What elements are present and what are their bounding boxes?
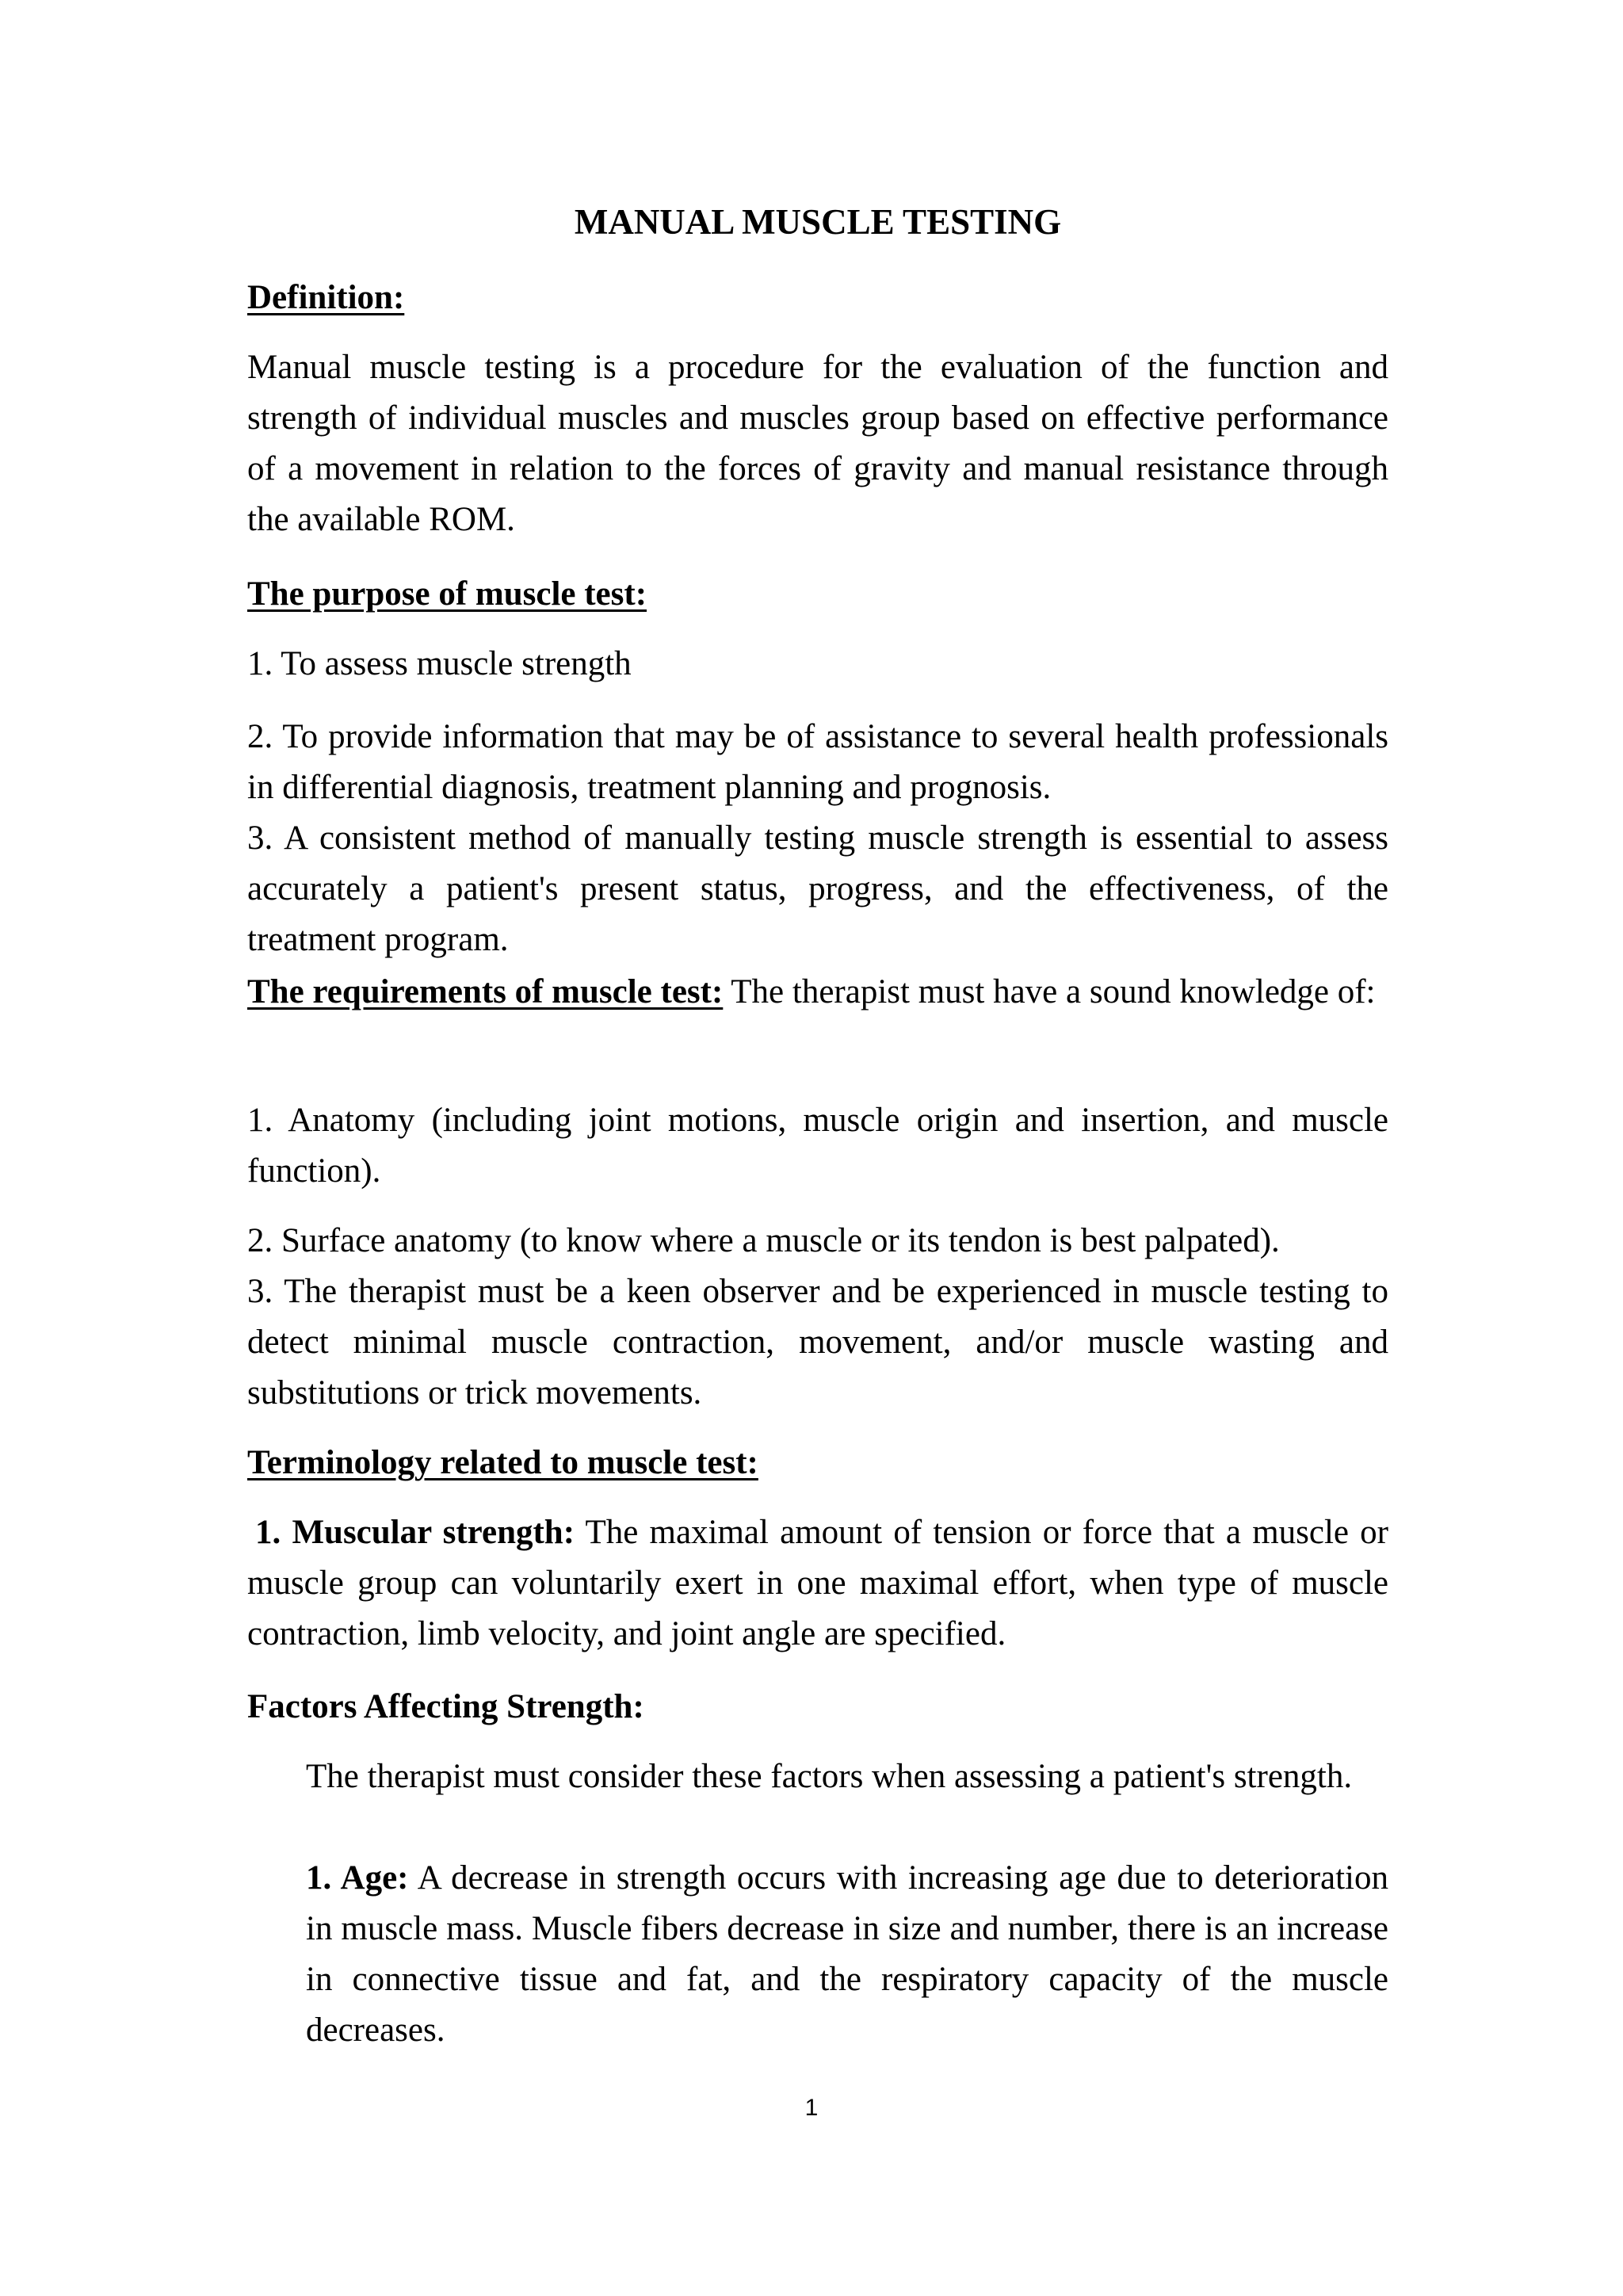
purpose-item-3: 3. A consistent method of manually testing muscle strength is essential to assess accurately a patient's present status, progress, and the effectiveness, of the treatment program. — [247, 819, 1388, 958]
purpose-heading: The purpose of muscle test: — [247, 575, 647, 613]
terminology-item-1 — [247, 1507, 1388, 1660]
page-number: 1 — [804, 2095, 819, 2121]
definition-heading: Definition: — [247, 279, 405, 316]
factors-intro: The therapist must consider these factors when assessing a patient's strength. — [306, 1758, 1353, 1795]
requirements-item-3: 3. The therapist must be a keen observer and be experienced in muscle testing to detect minimal muscle contraction, movement, and/or muscle wasting and substitutions or trick movements. — [247, 1273, 1388, 1412]
requirements-item-2: 2. Surface anatomy (to know where a muscle or its tendon is best palpated). — [247, 1222, 1280, 1259]
requirements-heading: The requirements of muscle test: — [247, 973, 724, 1010]
purpose-item-2: 2. To provide information that may be of assistance to several health professionals in differential diagnosis, treatment planning and prognosis. — [247, 718, 1388, 806]
definition-text: Manual muscle testing is a procedure for the evaluation of the function and strength of individual muscles and muscles group based on effective performance of a movement in relation to the forces of gravity and manual resistance through the available ROM. — [247, 349, 1388, 538]
factors-item-1 — [306, 1853, 1388, 2056]
requirements-paragraph — [247, 967, 1388, 1018]
factors-item-label: 1. Age: — [306, 1859, 409, 1897]
factors-heading: Factors Affecting Strength: — [247, 1688, 644, 1725]
factors-item-text: A decrease in strength occurs with increasing age due to deterioration in muscle mass. Muscle fibers decrease in size and number, there is an increase in connective tissue and fat, and the respiratory capacity of the muscle decreases. — [306, 1859, 1389, 2049]
document-title: MANUAL MUSCLE TESTING — [574, 202, 1062, 242]
terminology-item-label: 1. Muscular strength: — [255, 1514, 575, 1551]
requirements-item-1: 1. Anatomy (including joint motions, muscle origin and insertion, and muscle function). — [247, 1102, 1388, 1190]
terminology-item-text: The maximal amount of tension or force that a muscle or muscle group can voluntarily exert in one maximal effort, when type of muscle contraction, limb velocity, and joint angle are specified. — [247, 1514, 1389, 1652]
requirements-intro: The therapist must have a sound knowledge of: — [723, 973, 1376, 1010]
terminology-heading: Terminology related to muscle test: — [247, 1444, 758, 1481]
purpose-item-1: 1. To assess muscle strength — [247, 645, 632, 682]
